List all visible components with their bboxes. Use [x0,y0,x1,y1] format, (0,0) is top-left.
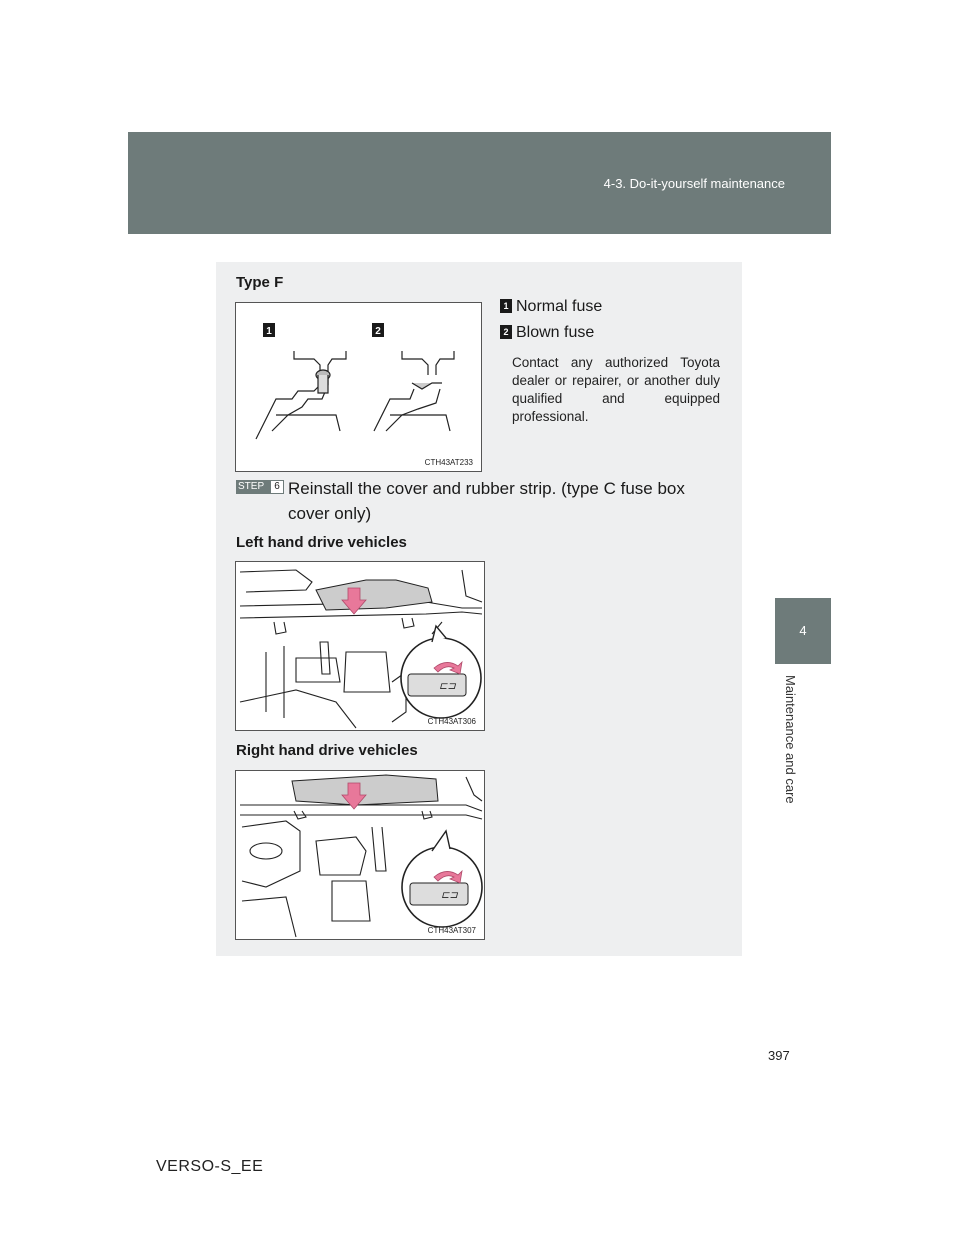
step-label: STEP [238,481,265,492]
rhd-figure [235,770,485,940]
step-badge [236,480,284,494]
svg-text:⊏⊐: ⊏⊐ [439,681,456,692]
callout-1-label: 1 [266,326,272,337]
legend-blown-fuse [500,324,594,342]
rhd-engine-diagram [236,771,484,939]
lhd-heading: Left hand drive vehicles [236,534,407,551]
chapter-tab[interactable]: 4 [775,598,831,664]
normal-fuse-drawing [256,351,346,439]
step-instruction: Reinstall the cover and rubber strip. (type C fuse box cover only) [288,479,685,523]
figure-code: CTH43AT233 [424,458,473,467]
document-code: VERSO-S_EE [156,1158,264,1175]
figure-code: CTH43AT306 [427,717,476,726]
legend-normal-fuse [500,298,602,316]
lhd-figure [235,561,485,731]
legend-1-label: Normal fuse [516,298,603,315]
blown-fuse-drawing [374,351,454,431]
legend-1-badge: 1 [500,299,512,313]
header-band [128,132,831,234]
fuse-diagram [236,303,481,471]
step-number: 6 [271,481,283,493]
lhd-engine-diagram [236,562,484,730]
type-f-heading: Type F [236,274,284,291]
legend-2-label: Blown fuse [516,324,595,341]
figure-code: CTH43AT307 [427,926,476,935]
callout-2-label: 2 [375,326,381,337]
fuse-figure [235,302,482,472]
svg-text:⊏⊐: ⊏⊐ [441,890,458,901]
legend-2-badge: 2 [500,325,512,339]
page-number: 397 [768,1048,790,1063]
section-title: 4-3. Do-it-yourself maintenance [603,176,785,191]
service-note: Contact any authorized Toyota dealer or repairer, or another duly qualified and equipped professional. [512,355,720,424]
chapter-label: Maintenance and care [783,675,798,804]
rhd-heading: Right hand drive vehicles [236,742,418,759]
content-panel [216,262,742,956]
